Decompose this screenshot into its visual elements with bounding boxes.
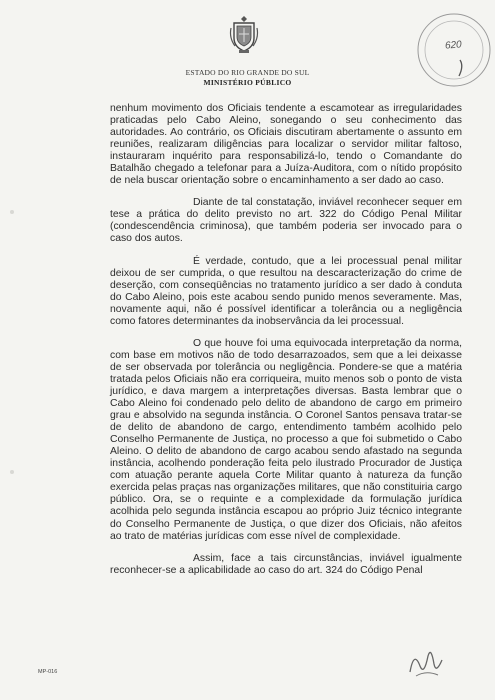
paragraph: O que houve foi uma equivocada interpretação da norma, com base em motivos não de todo desarrazoados, sem que a lei deixasse de ser observada por tolerância ou negligência. Pondere-se que a matéria tratada pelos Oficiais não era corriqueira, muito menos sob o ponto de vista jurídico, e dava margem a interpretações diversas. Basta lembrar que o Cabo Aleino foi condenado pelo delito de abandono de cargo em primeiro grau e absolvido na segunda instância. O Coronel Santos pensava tratar-se de delito de abandono de cargo, entendimento também acolhido pelo Conselho Permanente de Justiça, no processo a que foi submetido o Cabo Aleino. O delito de abandono de cargo acabou sendo afastado na segunda instância, acolhendo ponderação feita pelo ilustrado Procurador de Justiça com atuação perante aquela Corte Militar quanto à natureza da função exercida pelas praças nas organizações militares, que não constituiria cargo público. Ora, se o requinte e a complexidade da formulação jurídica acolhida pelo segunda instância escapou ao próprio Juiz técnico integrante do Conselho Permanente de Justiça, o que dizer dos Oficiais, não afeitos ao trato de matérias jurídicas com esse nível de complexidade. <box>110 337 462 542</box>
state-name: ESTADO DO RIO GRANDE DO SUL <box>185 68 310 77</box>
state-coat-of-arms-icon <box>228 14 260 54</box>
punch-hole <box>10 470 14 474</box>
paragraph: nenhum movimento dos Oficiais tendente a escamotear as irregularidades praticadas pelo Cabo Aleino, sonegando o seu conhecimento das autoridades. Ao contrário, os Oficiais discutiram abertamente o assunto em reuniões, realizaram diligências para localizar o servidor militar faltoso, instauraram inquérito para responsabilizá-lo, tendo o Comandante do Batalhão chegado a telefonar para a Juíza-Auditora, com o nítido propósito de nela buscar orientação sobre o encaminhamento a ser dado ao caso. <box>110 103 462 187</box>
handwritten-initials <box>404 642 448 682</box>
paragraph: Assim, face a tais circunstâncias, inviável igualmente reconhecer-se a aplicabilidade ao caso do art. 324 do Código Penal <box>110 552 462 576</box>
form-code: MP-016 <box>38 669 58 675</box>
paragraph: Diante de tal constatação, inviável reconhecer sequer em tese a prática do delito previsto no art. 322 do Código Penal Militar (condescendência criminosa), que também poderia ser invocado para o caso dos autos. <box>110 197 462 245</box>
punch-hole <box>10 210 14 214</box>
agency-name: MINISTÉRIO PÚBLICO <box>203 78 292 87</box>
document-body <box>110 103 462 587</box>
page-number: 620 <box>444 39 463 52</box>
paragraph: É verdade, contudo, que a lei processual penal militar deixou de ser cumprida, o que resultou na descaracterização do crime de deserção, com conseqüências no tratamento jurídico a ser dado à conduta do Cabo Aleino, pois este acabou sendo punido menos severamente. Mas, novamente aqui, não é possível identificar a tolerância ou a negligência como fatores determinantes da inobservância da lei processual. <box>110 255 462 327</box>
